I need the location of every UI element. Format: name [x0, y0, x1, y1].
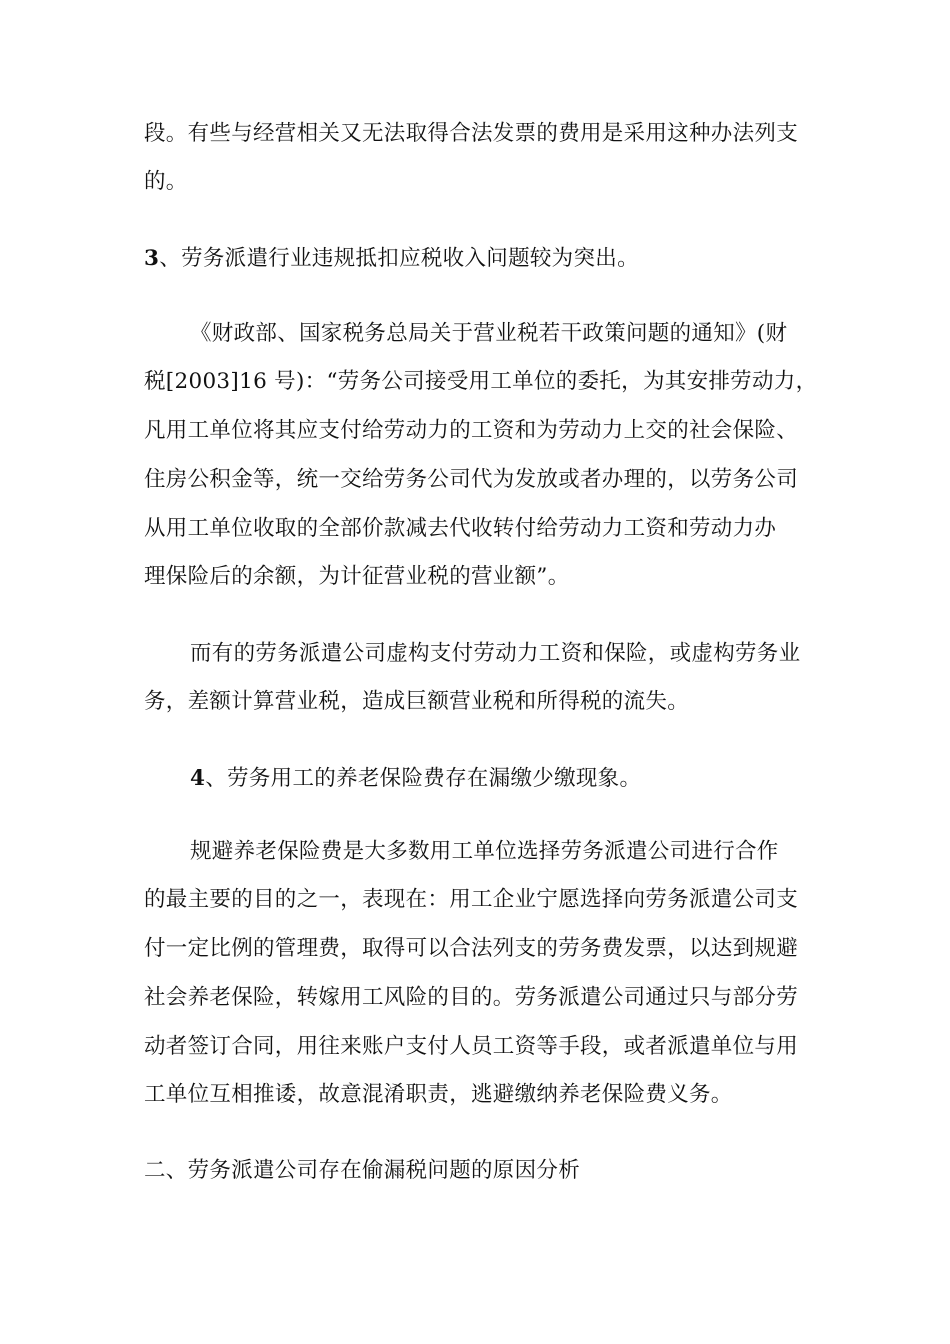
paragraph-line: 住房公积金等，统一交给劳务公司代为发放或者办理的，以劳务公司: [144, 467, 799, 492]
heading-text: 、劳务派遣行业违规抵扣应税收入问题较为突出。: [159, 246, 639, 271]
paragraph-line: 而有的劳务派遣公司虚构支付劳动力工资和保险，或虚构劳务业: [190, 641, 801, 666]
section-heading-4: [190, 765, 641, 793]
paragraph-line: 段。有些与经营相关又无法取得合法发票的费用是采用这种办法列支: [144, 121, 799, 146]
paragraph-line: 理保险后的余额，为计征营业税的营业额”。: [144, 564, 570, 589]
paragraph-line: 税[2003]16 号)：“劳务公司接受用工单位的委托，为其安排劳动力，: [144, 369, 818, 394]
paragraph-line: 《财政部、国家税务总局关于营业税若干政策问题的通知》(财: [190, 321, 788, 346]
paragraph-line: 工单位互相推诿，故意混淆职责，逃避缴纳养老保险费义务。: [144, 1082, 733, 1107]
paragraph-line: 务，差额计算营业税，造成巨额营业税和所得税的流失。: [144, 689, 690, 714]
section-heading-3: [144, 245, 639, 273]
paragraph-line: 规避养老保险费是大多数用工单位选择劳务派遣公司进行合作: [190, 839, 779, 864]
paragraph-line: 从用工单位收取的全部价款减去代收转付给劳动力工资和劳动力办: [144, 516, 777, 541]
paragraph-line: 动者签订合同，用往来账户支付人员工资等手段，或者派遣单位与用: [144, 1034, 799, 1059]
paragraph-line: 付一定比例的管理费，取得可以合法列支的劳务费发票，以达到规避: [144, 936, 799, 961]
paragraph-line: 社会养老保险，转嫁用工风险的目的。劳务派遣公司通过只与部分劳: [144, 985, 799, 1010]
paragraph-line: 凡用工单位将其应支付给劳动力的工资和为劳动力上交的社会保险、: [144, 418, 799, 443]
section-heading-2: 二、劳务派遣公司存在偷漏税问题的原因分析: [144, 1158, 581, 1183]
paragraph-line: 的。: [144, 169, 188, 194]
heading-text: 、劳务用工的养老保险费存在漏缴少缴现象。: [205, 766, 642, 791]
paragraph-line: 的最主要的目的之一，表现在：用工企业宁愿选择向劳务派遣公司支: [144, 887, 799, 912]
heading-number: 4: [190, 766, 206, 791]
heading-number: 3: [144, 246, 160, 271]
